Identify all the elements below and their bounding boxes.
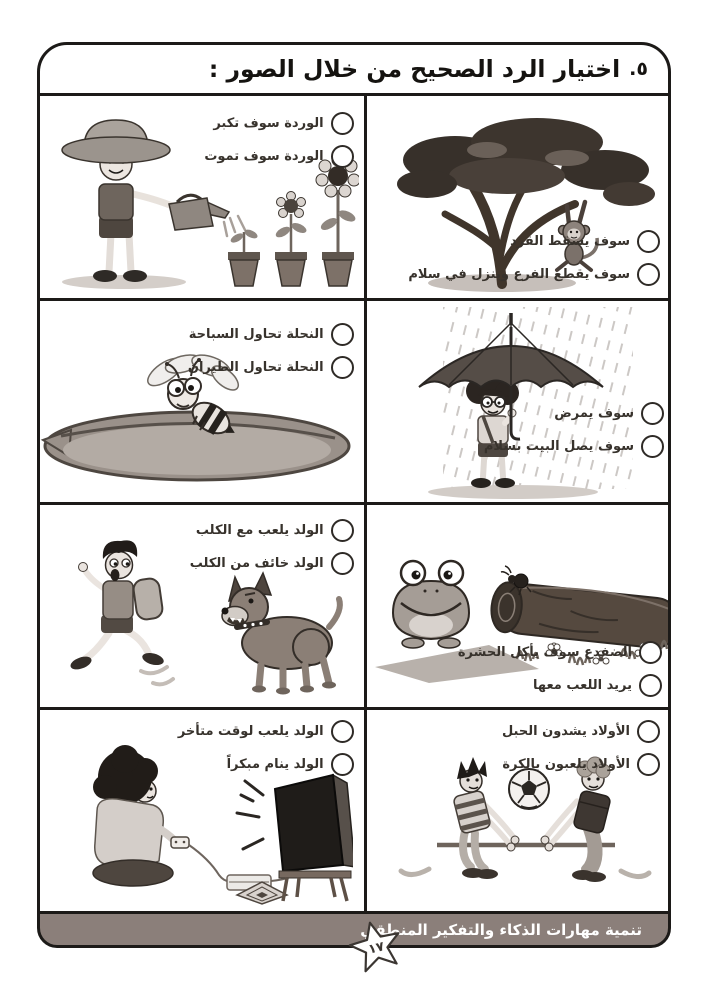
exercise-number: ٥. [629,58,648,80]
scared-boy-icon [69,540,165,672]
page-title: اختيار الرد الصحيح من خلال الصور : [208,55,621,83]
answer-options [458,641,662,697]
answer-label: الوردة سوف تكبر [213,116,324,131]
flower-pots-icon [228,154,359,286]
answer-option[interactable] [408,263,660,286]
answer-label: الضفدع سوف يأكل الحشرة [457,644,632,660]
answer-option[interactable] [227,753,354,776]
answer-option[interactable] [189,323,354,346]
sitting-boy-icon [93,745,189,886]
answer-option[interactable] [458,641,662,664]
answer-circle[interactable] [331,720,354,743]
answer-label: الولد يلعب لوقت متأخر [177,723,324,739]
right-boy-icon [541,757,611,882]
tv-flash-lines-icon [237,781,263,849]
answer-label: النحلة تحاول الطيران [187,359,324,375]
page-number-star [348,918,404,976]
answer-circle[interactable] [331,323,354,346]
answer-option[interactable] [554,402,664,425]
answer-options [190,519,354,575]
answer-option[interactable] [196,519,354,542]
answer-label: الولد ينام مبكراً [226,756,324,772]
answer-option[interactable] [533,674,662,697]
answer-circle[interactable] [637,263,660,286]
answer-circle[interactable] [331,112,354,135]
controller-cable-icon [189,845,233,881]
answer-circle[interactable] [637,753,660,776]
answer-circle[interactable] [331,145,354,168]
exercise-cell-monkey-tree [367,96,668,298]
dog-icon [222,573,340,695]
answer-circle[interactable] [637,230,660,253]
answer-circle[interactable] [639,641,662,664]
answer-circle[interactable] [641,402,664,425]
answer-circle[interactable] [331,356,354,379]
answer-options [204,112,353,168]
exercise-cell-video-game [37,710,364,912]
page-number: ١٧ [366,939,386,958]
title-bar [40,45,668,96]
answer-circle[interactable] [331,753,354,776]
motion-swirl-icon [401,869,649,877]
exercise-cell-boy-watering [37,96,364,298]
answer-label: الأولاد يشدون الحبل [501,723,630,739]
answer-label: الأولاد يلعبون بالكرة [502,756,630,772]
answer-options [502,720,660,776]
boy-gardener-icon [62,120,177,282]
answer-option[interactable] [190,552,354,575]
answer-label: سوف يمرض [554,406,634,421]
answer-label: النحلة تحاول السباحة [188,326,324,342]
footer-series-title: تنمية مهارات الذكاء والتفكير المنطقي [360,920,642,939]
answer-label: سوف يقطع الفرع وينزل في سلام [408,266,630,282]
exercise-cell-boy-umbrella [367,301,668,503]
answer-label: سوف يصل البيت بسلام [483,439,634,454]
exercise-grid [40,96,668,911]
answer-label: الولد خائف من الكلب [189,556,324,571]
answer-label: يريد اللعب معها [532,677,632,693]
worksheet-frame [37,42,671,948]
answer-label: سوف يسقط القرد [510,233,630,249]
answer-circle[interactable] [641,435,664,458]
answer-circle[interactable] [639,674,662,697]
exercise-cell-frog-log [367,505,668,707]
answer-option[interactable] [502,720,660,743]
answer-options [188,323,354,379]
answer-options [408,230,660,286]
tv-icon [275,775,353,901]
exercise-cell-boy-dog [37,505,364,707]
answer-circle[interactable] [331,519,354,542]
motion-lines-icon [141,667,173,684]
frog-icon [393,561,469,648]
answer-option[interactable] [204,145,353,168]
answer-option[interactable] [178,720,354,743]
exercise-cell-bee-pond [37,301,364,503]
answer-label: الوردة سوف تموت [204,149,324,164]
answer-option[interactable] [502,753,660,776]
answer-options [484,402,664,458]
answer-circle[interactable] [637,720,660,743]
watering-can-icon [169,195,245,236]
answer-option[interactable] [484,435,664,458]
answer-option[interactable] [188,356,354,379]
answer-option[interactable] [213,112,353,135]
answer-circle[interactable] [331,552,354,575]
answer-options [178,720,354,776]
answer-option[interactable] [510,230,660,253]
answer-label: الولد يلعب مع الكلب [195,523,324,538]
exercise-cell-tug-of-war [367,710,668,912]
